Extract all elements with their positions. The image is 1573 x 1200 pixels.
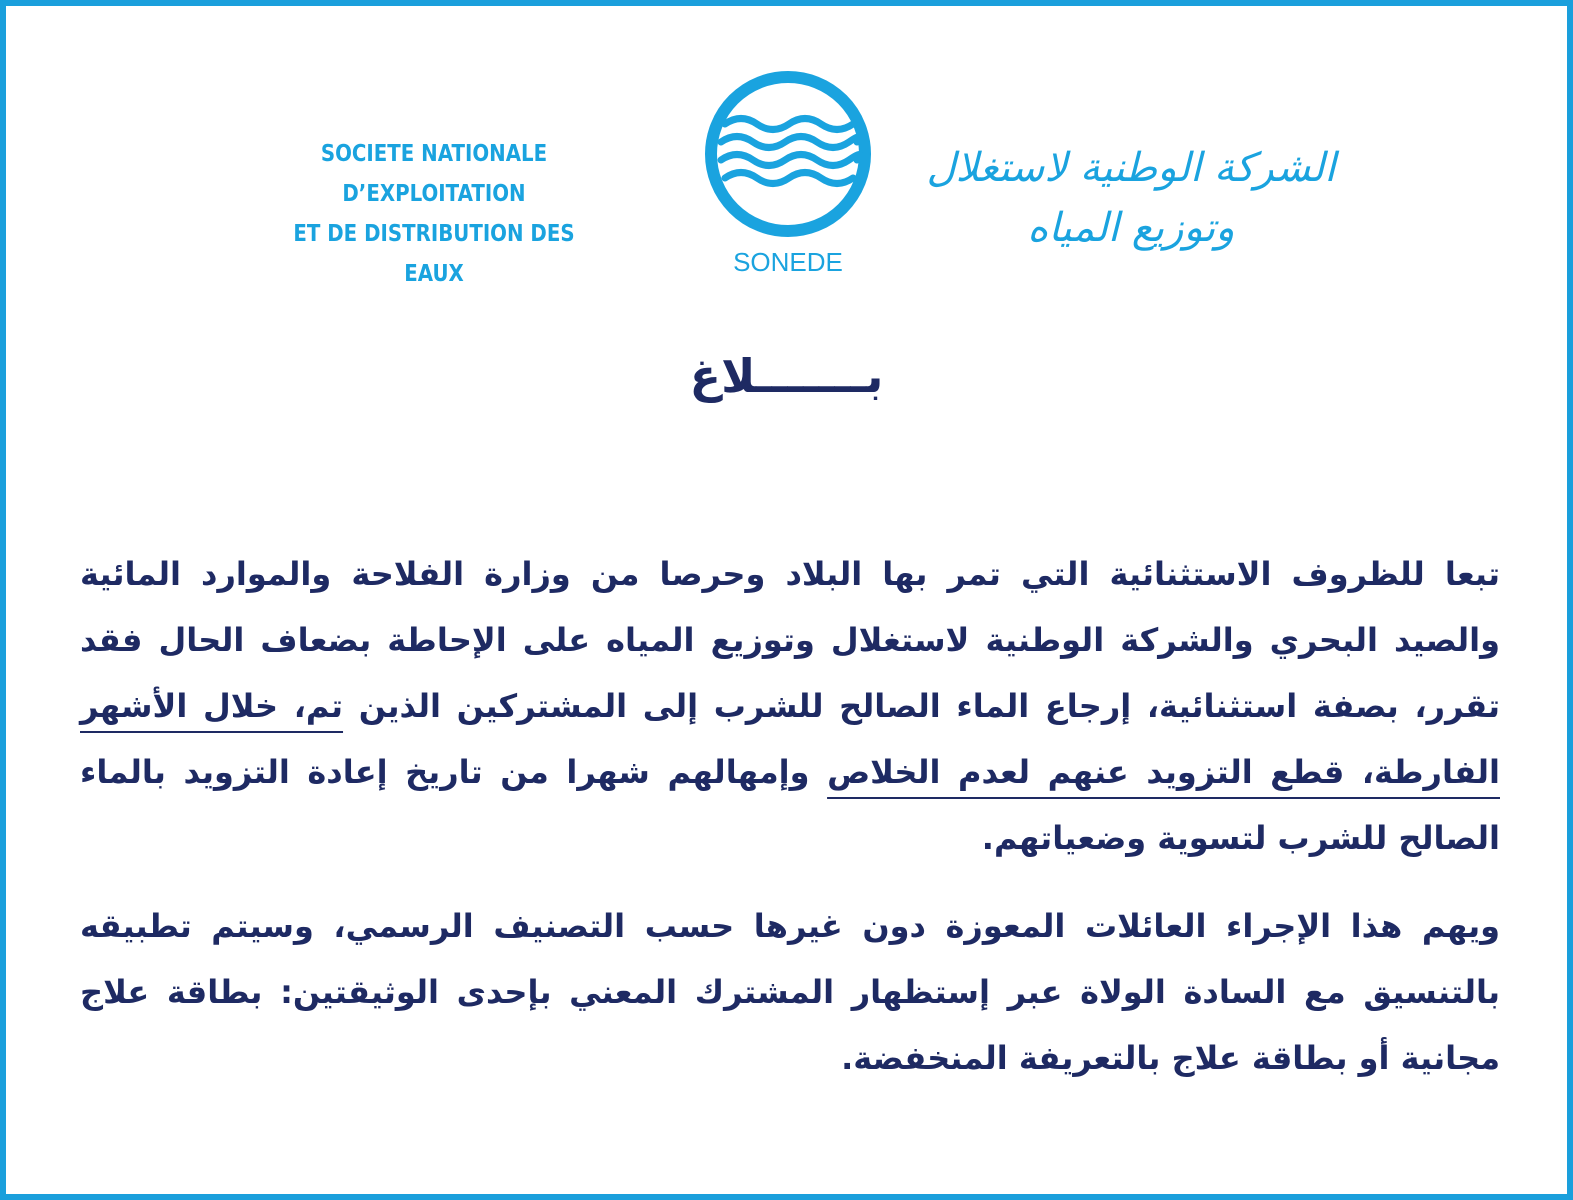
- water-waves-icon: [711, 77, 865, 231]
- french-name-line-2: ET DE DISTRIBUTION DES EAUX: [293, 221, 575, 287]
- letterhead: [6, 66, 1567, 296]
- paragraph-1-part-3: ، إرجاع الماء الصالح للشرب إلى المشتركين الذين: [343, 687, 1160, 725]
- paragraph-1-underlined: تم، خلال الأشهر الفارطة، قطع التزويد عنهم لعدم الخلاص: [80, 687, 1500, 791]
- communique-title: بـــــــلاغ: [689, 349, 884, 403]
- paragraph-1-part-1: تبعا للظروف الاستثنائية التي تمر بها البلاد وحرصا من وزارة الفلاحة والموارد المائية والصيد البحري والشركة الوطنية لاستغلال وتوزيع المياه على الإحاطة بضعاف الحال فقد تقرر،: [80, 555, 1501, 725]
- arabic-company-name: الشركة الوطنية لاستغلال وتوزيع المياه: [926, 145, 1336, 251]
- paragraph-1-part-5: وإمهالهم شهرا من تاريخ إعادة التزويد بالماء الصالح للشرب لتسوية وضعياتهم.: [80, 753, 1500, 857]
- communique-body: [80, 541, 1500, 1091]
- french-name-line-1: SOCIETE NATIONALE D’EXPLOITATION: [320, 141, 548, 207]
- french-company-name: [262, 134, 606, 294]
- paragraph-2: ويهم هذا الإجراء العائلات المعوزة دون غيرها حسب التصنيف الرسمي، وسيتم تطبيقه بالتنسيق مع السادة الولاة عبر إستظهار المشترك المعني بإحدى الوثيقتين: بطاقة علاج مجانية أو بطاقة علاج بالتعريفة المنخفضة.: [80, 907, 1500, 1077]
- paragraph-1: [80, 541, 1500, 871]
- logo-wordmark: SONEDE: [733, 247, 843, 276]
- paragraph-1-emphasis: بصفة استثنائية: [1159, 687, 1399, 725]
- sonede-logo: [701, 66, 876, 276]
